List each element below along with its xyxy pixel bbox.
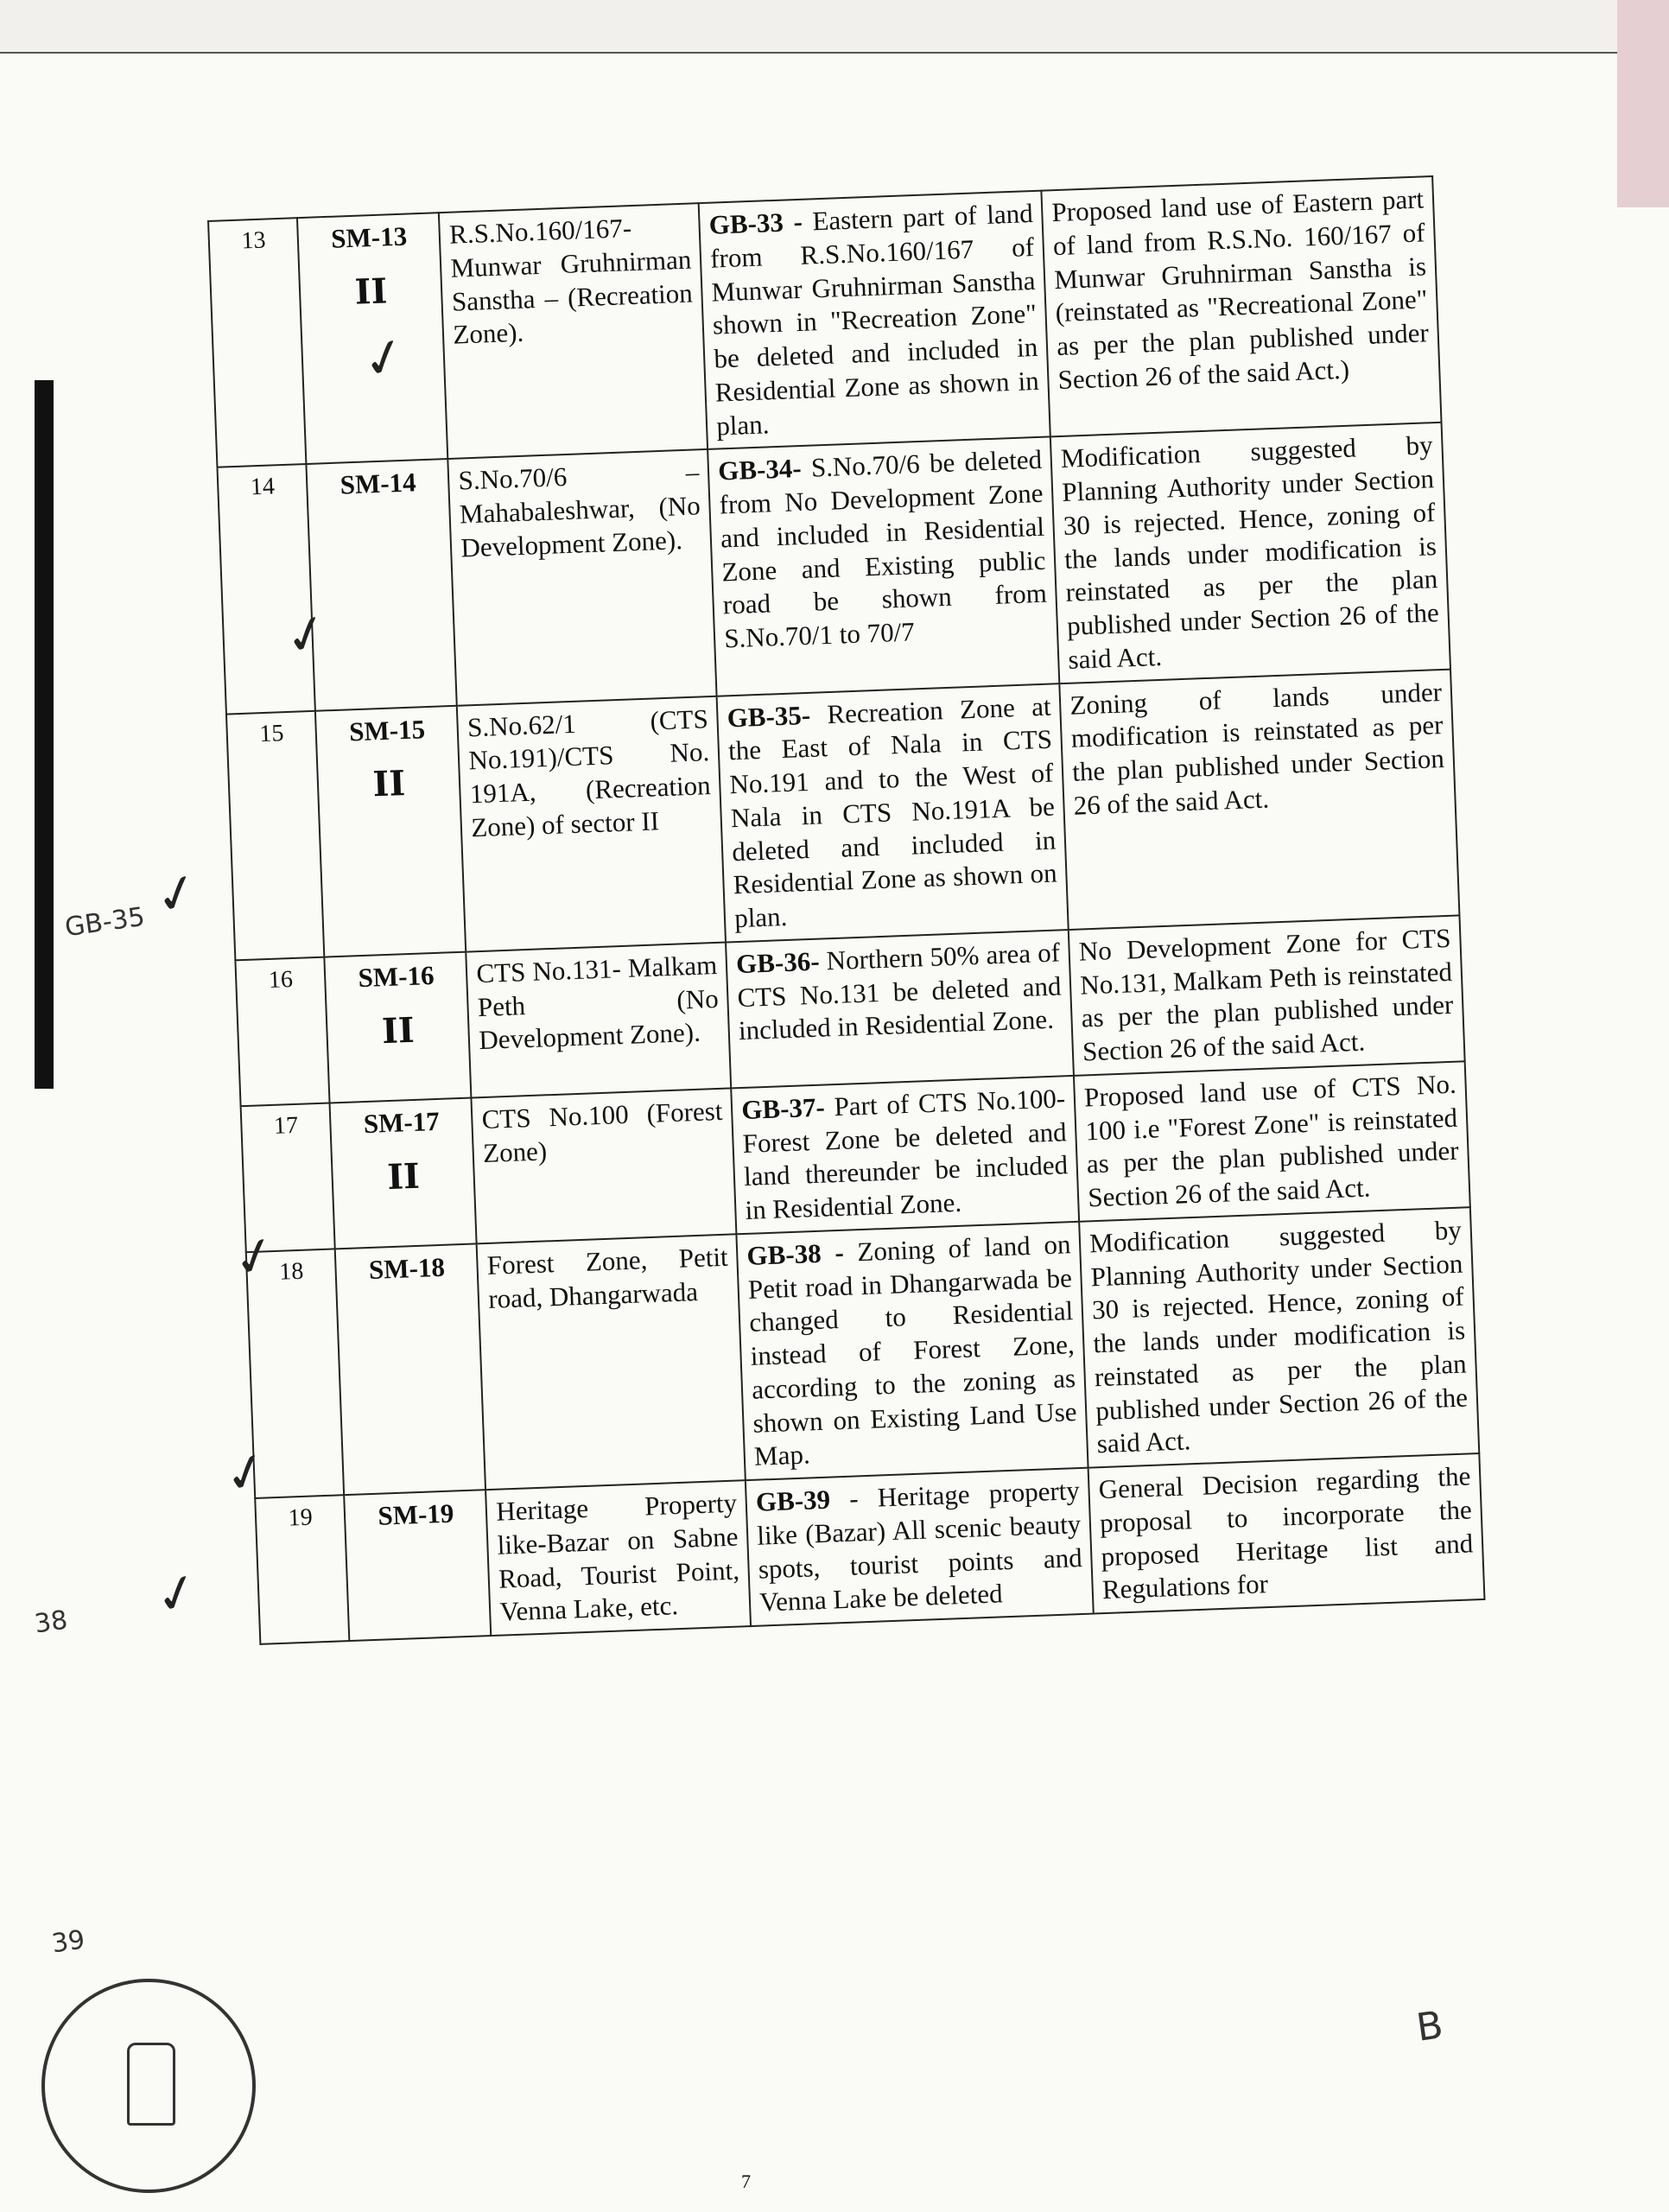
table-row xyxy=(208,176,1442,467)
gb-modification: GB-38 - Zoning of land on Petit road in Dhangarwada be changed to Residential instead of Forest Zone, according to the zoning as shown on Existing Land Use Map. xyxy=(737,1222,1088,1481)
land-description: S.No.62/1 (CTS No.191)/CTS No. 191A, (Recreation Zone) of sector II xyxy=(457,696,726,951)
check-mark-icon: ✓ xyxy=(148,859,206,930)
land-description: Forest Zone, Petit road, Dhangarwada xyxy=(477,1234,746,1490)
roman-mark: II xyxy=(353,270,389,313)
decision: No Development Zone for CTS No.131, Malkam Peth is reinstated as per the plan published under Section 26 of the said Act. xyxy=(1069,915,1465,1075)
land-description: S.No.70/6 – Mahabaleshwar, (No Development Zone). xyxy=(448,449,717,705)
roman-mark xyxy=(346,1299,469,1303)
gb-modification: GB-36- Northern 50% area of CTS No.131 be deleted and included in Residential Zone. xyxy=(726,930,1074,1088)
check-mark-icon: ✓ xyxy=(217,1438,276,1509)
decision: Modification suggested by Planning Authority under Section 30 is rejected. Hence, zoning of the lands under modification is reinstated as per the plan published under Section 26 of the said Act. xyxy=(1050,423,1450,683)
corner-mark xyxy=(1617,0,1669,207)
sm-code: SM-13 II xyxy=(297,213,447,464)
check-mark-icon: ✓ xyxy=(225,1222,284,1293)
gb-modification: GB-34- S.No.70/6 be deleted from No Development Zone and included in Residential Zone and Existing public road be shown from S.No.70/1 to 70/7 xyxy=(708,437,1059,696)
serial-no: 18 xyxy=(246,1249,345,1498)
margin-note-gb35: GB-35 xyxy=(63,901,147,944)
land-description: R.S.No.160/167- Munwar Gruhnirman Sanstha – (Recreation Zone). xyxy=(439,203,708,459)
table-row xyxy=(226,669,1460,960)
serial-no: 17 xyxy=(241,1103,335,1252)
decision: General Decision regarding the proposal to incorporate the proposed Heritage list and Regulations for xyxy=(1088,1453,1485,1613)
serial-no: 19 xyxy=(255,1495,349,1644)
serial-no: 16 xyxy=(235,957,329,1106)
serial-no: 14 xyxy=(217,464,315,714)
page-top-edge xyxy=(0,0,1669,54)
roman-mark: II xyxy=(381,1009,416,1052)
roman-mark xyxy=(356,1545,479,1549)
decision: Proposed land use of Eastern part of land from R.S.No. 160/167 of Munwar Gruhnirman Sanstha is (reinstated as "Recreational Zone" as per the plan published under Section 26 of the said Act.) xyxy=(1042,176,1442,437)
check-mark-icon: ✓ xyxy=(148,1559,206,1630)
serial-no: 13 xyxy=(208,218,307,467)
check-mark-icon: ✓ xyxy=(277,600,336,671)
margin-note-b: B xyxy=(1413,2003,1446,2050)
table-row xyxy=(217,423,1450,714)
margin-note-39: 39 xyxy=(49,1924,87,1960)
page-number: 7 xyxy=(741,2171,751,2192)
serial-no: 15 xyxy=(226,710,325,960)
binding-shadow xyxy=(35,380,54,1089)
land-description: CTS No.100 (Forest Zone) xyxy=(472,1088,737,1243)
sm-code: SM-16 II xyxy=(325,951,472,1103)
gb-modification: GB-35- Recreation Zone at the East of Nala in CTS No.191 and to the West of Nala in CTS No.191A be deleted and included in Residential Zone as shown on plan. xyxy=(717,683,1069,943)
check-mark-icon: ✓ xyxy=(355,323,414,394)
decision: Proposed land use of CTS No. 100 i.e "Forest Zone" is reinstated as per the plan published under Section 26 of the said Act. xyxy=(1074,1061,1470,1221)
table-row xyxy=(246,1207,1480,1498)
margin-note-38: 38 xyxy=(32,1605,70,1640)
decision: Zoning of lands under modification is reinstated as per the plan published under Section 26 of the said Act. xyxy=(1060,669,1460,930)
land-description: Heritage Property like-Bazar on Sabne Road, Tourist Point, Venna Lake, etc. xyxy=(485,1480,751,1636)
decision: Modification suggested by Planning Authority under Section 30 is rejected. Hence, zoning of the lands under modification is reinstated as per the plan published under Section 26 of the said Act. xyxy=(1079,1207,1479,1468)
gb-modification: GB-39 - Heritage property like (Bazar) All scenic beauty spots, tourist points and Venna Lake be deleted xyxy=(746,1468,1094,1626)
roman-mark: II xyxy=(386,1155,421,1198)
gb-modification: GB-37- Part of CTS No.100- Forest Zone be deleted and land thereunder be included in Residential Zone. xyxy=(731,1076,1079,1234)
sm-code: SM-18 xyxy=(335,1243,485,1495)
emblem-icon xyxy=(127,2043,175,2126)
gb-modification: GB-33 - Eastern part of land from R.S.No.160/167 of Munwar Gruhnirman Sanstha shown in "Recreation Zone" be deleted and included in Residential Zone as shown in plan. xyxy=(699,191,1050,450)
sm-code: SM-14 xyxy=(307,459,457,710)
sm-code: SM-15 II xyxy=(315,705,466,957)
sm-code: SM-19 xyxy=(344,1490,491,1641)
sm-code: SM-17 II xyxy=(330,1097,477,1249)
modification-table xyxy=(207,175,1486,1645)
official-seal-icon xyxy=(41,1979,256,2193)
roman-mark: II xyxy=(371,763,406,805)
roman-mark xyxy=(318,514,441,518)
land-description: CTS No.131- Malkam Peth (No Development Zone). xyxy=(466,942,732,1097)
